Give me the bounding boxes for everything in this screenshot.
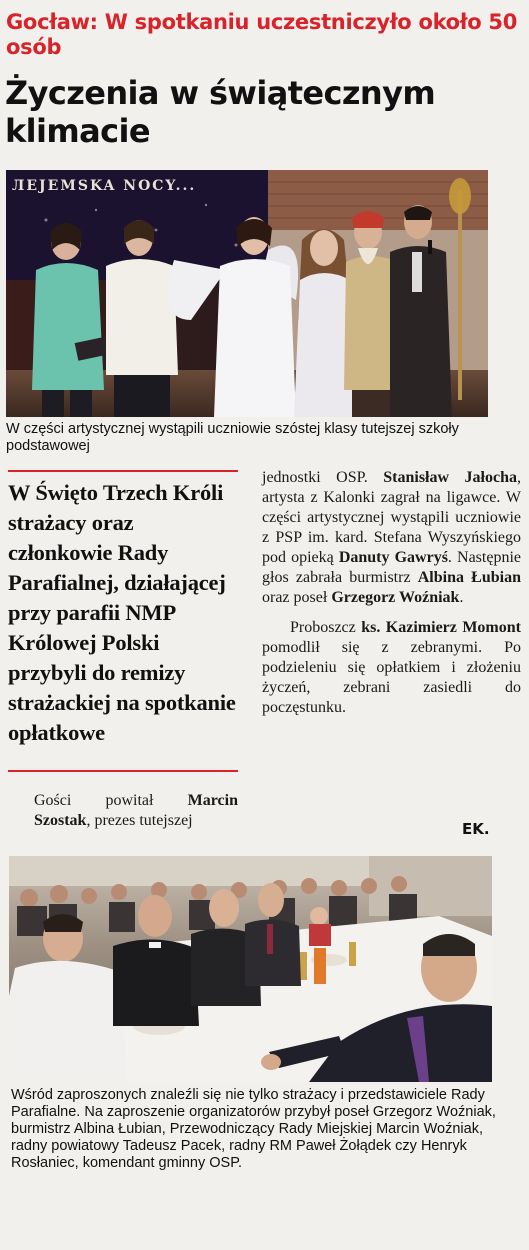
body-text: pomodlił się z zebranymi. Po podzieleniu się opłatkiem i złożeniu życzeń, zebrani zasiedli do poczęstunku.: [262, 639, 521, 716]
article-body-col2: [262, 468, 521, 718]
paragraph: [262, 468, 521, 608]
photo-banquet-caption: Wśród zaproszonych znaleźli się nie tylko strażacy i przedstawiciele Rady Parafialne. Na zaproszenie organizatorów przybył poseł Grzegorz Woźniak, burmistrz Albina Łubian, Przewodniczący Rady Miejskiej Marcin Woźniak, radny powiatowy Tadeusz Pacek, radny RM Paweł Żołądek czy Henryk Rosłaniec, komendant gminny OSP.: [11, 1087, 496, 1171]
body-text: , prezes tutejszej: [86, 812, 193, 829]
photo-banquet-illustration: [9, 856, 492, 1082]
person-name: Stanisław Jałocha: [383, 469, 517, 486]
body-text: jednostki OSP.: [262, 469, 384, 486]
photo-performance-caption: W części artystycznej wystąpili uczniowie szóstej klasy tutejszej szkoły podstawowej: [6, 421, 459, 454]
body-text: Gości powitał: [34, 792, 188, 809]
person-name: Danuty Gawryś: [338, 549, 448, 566]
article-kicker: Gocław: W spotkaniu uczestniczyło około 50 osób: [6, 10, 518, 59]
banner-text: ЛЕЈЕМSKA NOCY...: [12, 178, 197, 194]
article-lead: W Święto Trzech Króli strażacy oraz członkowie Rady Parafialnej, działającej przy parafii NMP Królowej Polski przybyli do remizy strażackiej na spotkanie opłatkowe: [8, 480, 236, 745]
photo-performance-illustration: [6, 170, 488, 417]
person-name: Grzegorz Woźniak: [331, 589, 460, 606]
article-headline: Życzenia w świątecznym klimacie: [5, 74, 436, 150]
person-name: Marcin Szostak: [34, 792, 238, 829]
lead-top-rule: [8, 470, 238, 472]
lead-bottom-rule: [8, 770, 238, 772]
photo-banquet: [9, 856, 492, 1082]
body-text: .: [459, 589, 464, 606]
body-text: oraz poseł: [262, 589, 332, 606]
person-name: Albina Łubian: [417, 569, 521, 586]
body-text: . Następnie głos zabrała burmistrz: [262, 549, 521, 586]
paragraph: [262, 618, 521, 718]
photo-performance: [6, 170, 488, 417]
article-body-col1: [34, 791, 238, 831]
body-text: , artysta z Kalonki zagrał na ligawce. W części artystycznej wystąpili uczniowie z PSP im. kard. Stefana Wyszyńskiego pod opieką: [262, 469, 521, 566]
author-signature: EK.: [462, 820, 490, 838]
person-name: ks. Kazimierz Momont: [361, 619, 521, 636]
body-text: Proboszcz: [290, 619, 362, 636]
